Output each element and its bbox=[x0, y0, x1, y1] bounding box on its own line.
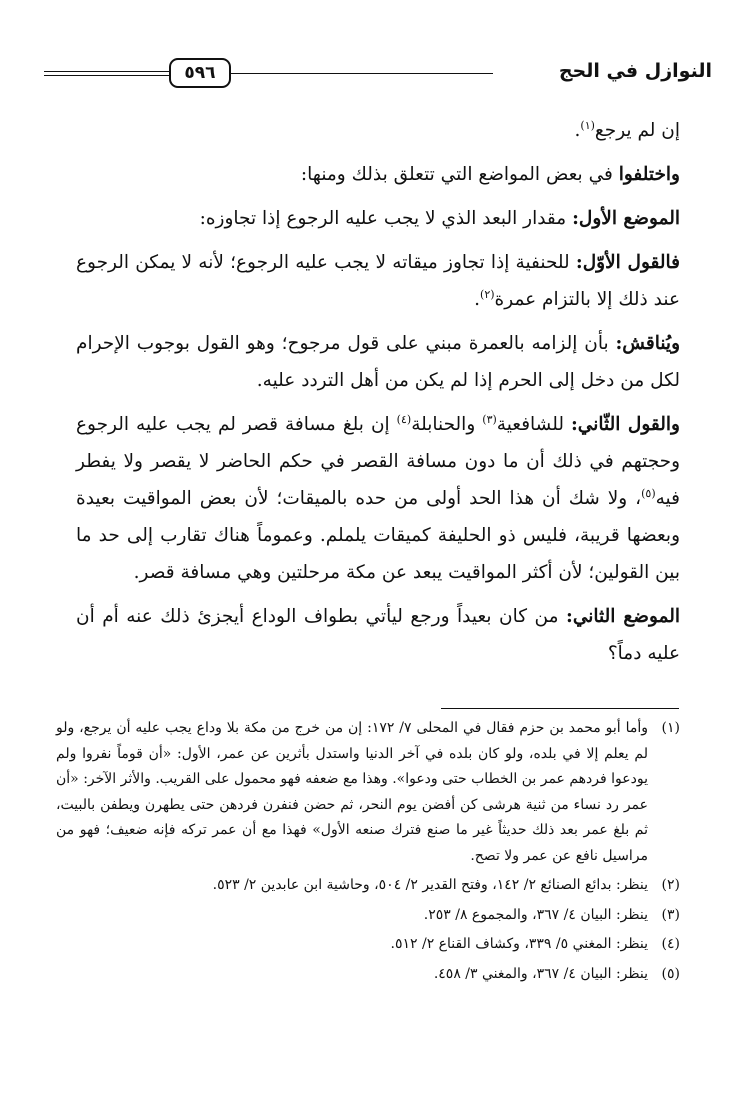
footnote-text: ينظر: البيان ٤/ ٣٦٧، والمغني ٣/ ٤٥٨. bbox=[433, 965, 648, 982]
body-paragraph bbox=[76, 200, 680, 237]
body-paragraph bbox=[76, 156, 680, 193]
paragraph-text: من كان بعيداً ورجع ليأتي بطواف الوداع أيجزئ ذلك عنه أم أن عليه دماً؟ bbox=[76, 606, 680, 664]
paragraph-lead: الموضع الأول: bbox=[572, 208, 680, 229]
footnote bbox=[56, 962, 680, 988]
paragraph-lead: والقول الثّاني: bbox=[570, 414, 680, 435]
paragraph-text: في بعض المواضع التي تتعلق بذلك ومنها: bbox=[300, 164, 619, 185]
paragraph-text: مقدار البعد الذي لا يجب عليه الرجوع إذا تجاوزه: bbox=[199, 208, 573, 229]
header-rule bbox=[44, 71, 169, 72]
footnote-text: ينظر: بدائع الصنائع ٢/ ١٤٢، وفتح القدير ٢/ ٥٠٤، وحاشية ابن عابدين ٢/ ٥٢٣. bbox=[212, 877, 648, 893]
footnote-ref[interactable]: (٤) bbox=[396, 412, 412, 426]
footnote-text: وأما أبو محمد بن حزم فقال في المحلى ٧/ ١٧٢: إن من خرج من مكة بلا وداع يجب عليه أن يرجع، ولو لم يعلم إلا في بلده، ولو كان بلده في آخر الدنيا واستدل بأثرين عن عمر، الأول: «أن قوماً نفروا ولم يودعوا فردهم عمر بن الخطاب حتى ودعوا». وهذا مع ضعفه فهو محمول على القريب. والأثر الآخر: «أن عمر رد نساء من ثنية هرشى كن أفضن يوم النحر، ثم حضن فنفرن فردهن حتى يطهرن ويطفن بالبيت، ثم بلغ عمر بعد ذلك حديثاً غير ما صنع فترك صنعه الأول» فهذا مع أن عمر تركه فإنه ضعيف؛ فهو من مراسيل نافع عن عمر ولا تصح. bbox=[56, 720, 649, 864]
paragraph-text: إن بلغ مسافة قصر لم يجب عليه الرجوع وحجتهم في ذلك أن ما دون مسافة القصر في حكم الحاضر لا يقصر ولا يفطر فيه bbox=[76, 414, 680, 509]
body-paragraph bbox=[76, 325, 680, 399]
running-title: النوازل في الحج bbox=[558, 60, 712, 82]
footnote bbox=[56, 932, 680, 958]
body-paragraph bbox=[76, 244, 680, 318]
footnote-number: (٤) bbox=[661, 936, 680, 952]
paragraph-lead: الموضع الثاني: bbox=[565, 606, 680, 627]
paragraph-text: للشافعية bbox=[496, 414, 571, 435]
footnote-ref[interactable]: (٣) bbox=[482, 412, 497, 426]
footnote bbox=[56, 716, 680, 869]
paragraph-lead: واختلفوا bbox=[618, 164, 680, 185]
page-number-badge bbox=[169, 58, 231, 88]
paragraph-text: والحنابلة bbox=[411, 414, 483, 435]
body-paragraph bbox=[76, 112, 680, 149]
paragraph-text: . bbox=[474, 289, 481, 310]
main-text bbox=[76, 112, 680, 672]
header-rule bbox=[231, 73, 493, 74]
paragraph-lead: ويُناقش: bbox=[615, 333, 680, 354]
footnote-text: ينظر: البيان ٤/ ٣٦٧، والمجموع ٨/ ٢٥٣. bbox=[423, 906, 648, 923]
page-header bbox=[44, 52, 712, 98]
page-number: ٥٩٦ bbox=[184, 63, 216, 83]
footnotes bbox=[56, 716, 680, 987]
footnote bbox=[56, 903, 680, 929]
header-rule bbox=[44, 75, 169, 76]
footnote-number: (٢) bbox=[661, 877, 680, 893]
footnote-number: (١) bbox=[661, 720, 680, 736]
footnote-ref[interactable]: (٥) bbox=[641, 486, 656, 500]
body-paragraph bbox=[76, 598, 680, 672]
paragraph-text: للحنفية إذا تجاوز ميقاته لا يجب عليه الرجوع؛ لأنه لا يمكن الرجوع عند ذلك إلا بالتزام عمرة bbox=[76, 252, 680, 310]
footnote bbox=[56, 873, 680, 899]
paragraph-text: ، ولا شك أن هذا الحد أولى من حده بالميقات؛ لأن بعض المواقيت بعيدة وبعضها قريبة، فليس ذو الحليفة كميقات يلملم. وعموماً هناك تقارب إلى حد ما بين القولين؛ لأن أكثر المواقيت يبعد عن مكة مرحلتين وهي مسافة قصر. bbox=[76, 488, 680, 583]
paragraph-text: بأن إلزامه بالعمرة مبني على قول مرجوح؛ وهو القول بوجوب الإحرام لكل من دخل إلى الحرم إذا لم يكن من أهل التردد عليه. bbox=[76, 333, 680, 391]
footnote-number: (٥) bbox=[661, 965, 680, 982]
paragraph-text: إن لم يرجع bbox=[594, 120, 680, 141]
paragraph-lead: فالقول الأوّل: bbox=[575, 252, 681, 273]
footnote-number: (٣) bbox=[661, 906, 680, 923]
footnote-text: ينظر: المغني ٥/ ٣٣٩، وكشاف القناع ٢/ ٥١٢. bbox=[390, 936, 648, 952]
paragraph-text: . bbox=[574, 120, 581, 141]
footnote-separator bbox=[441, 708, 679, 709]
footnote-ref[interactable]: (١) bbox=[580, 118, 595, 132]
footnote-ref[interactable]: (٢) bbox=[480, 287, 495, 301]
body-paragraph bbox=[76, 406, 680, 591]
